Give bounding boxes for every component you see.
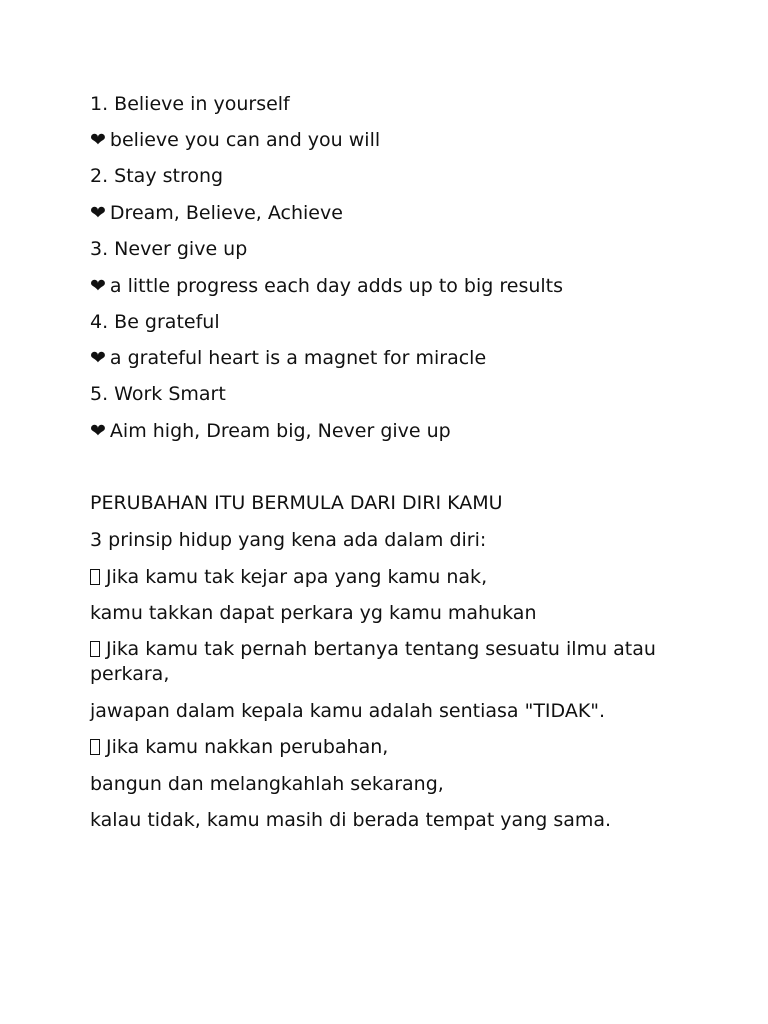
principle-text: Jika kamu tak kejar apa yang kamu nak, bbox=[106, 566, 488, 588]
principle-2 bbox=[90, 637, 660, 687]
note-text: a little progress each day adds up to big results bbox=[109, 275, 564, 297]
missing-glyph-box-icon bbox=[90, 641, 100, 657]
principle-3-continued: bangun dan melangkahlah sekarang, bbox=[90, 773, 444, 795]
list-item-4: 4. Be grateful bbox=[90, 311, 220, 333]
note-text: Dream, Believe, Achieve bbox=[109, 202, 343, 224]
section-title: PERUBAHAN ITU BERMULA DARI DIRI KAMU bbox=[90, 492, 503, 514]
note-text: believe you can and you will bbox=[109, 129, 381, 151]
list-note-5 bbox=[90, 419, 660, 444]
note-text: Aim high, Dream big, Never give up bbox=[109, 420, 451, 442]
list-note-4 bbox=[90, 346, 660, 371]
principle-3 bbox=[90, 735, 660, 760]
list-note-3 bbox=[90, 274, 660, 299]
principle-1-continued: kamu takkan dapat perkara yg kamu mahukan bbox=[90, 602, 537, 624]
list-item-2: 2. Stay strong bbox=[90, 165, 224, 187]
list-item-1: 1. Believe in yourself bbox=[90, 93, 290, 115]
note-text: a grateful heart is a magnet for miracle bbox=[109, 347, 487, 369]
principle-1 bbox=[90, 565, 660, 590]
principle-text: Jika kamu nakkan perubahan, bbox=[106, 736, 389, 758]
missing-glyph-box-icon bbox=[90, 569, 100, 585]
list-item-5: 5. Work Smart bbox=[90, 383, 226, 405]
section-intro: 3 prinsip hidup yang kena ada dalam diri: bbox=[90, 529, 487, 551]
list-note-2 bbox=[90, 201, 660, 226]
principle-3-conclusion: kalau tidak, kamu masih di berada tempat yang sama. bbox=[90, 809, 612, 831]
principle-2-continued: jawapan dalam kepala kamu adalah sentiasa "TIDAK". bbox=[90, 700, 606, 722]
heart-icon: ❤ bbox=[90, 129, 106, 151]
heart-icon: ❤ bbox=[90, 202, 106, 224]
heart-icon: ❤ bbox=[90, 275, 106, 297]
heart-icon: ❤ bbox=[90, 347, 106, 369]
heart-icon: ❤ bbox=[90, 420, 106, 442]
missing-glyph-box-icon bbox=[90, 739, 100, 755]
list-item-3: 3. Never give up bbox=[90, 238, 248, 260]
principle-text: Jika kamu tak pernah bertanya tentang sesuatu ilmu atau perkara, bbox=[90, 638, 656, 685]
list-note-1 bbox=[90, 128, 660, 153]
